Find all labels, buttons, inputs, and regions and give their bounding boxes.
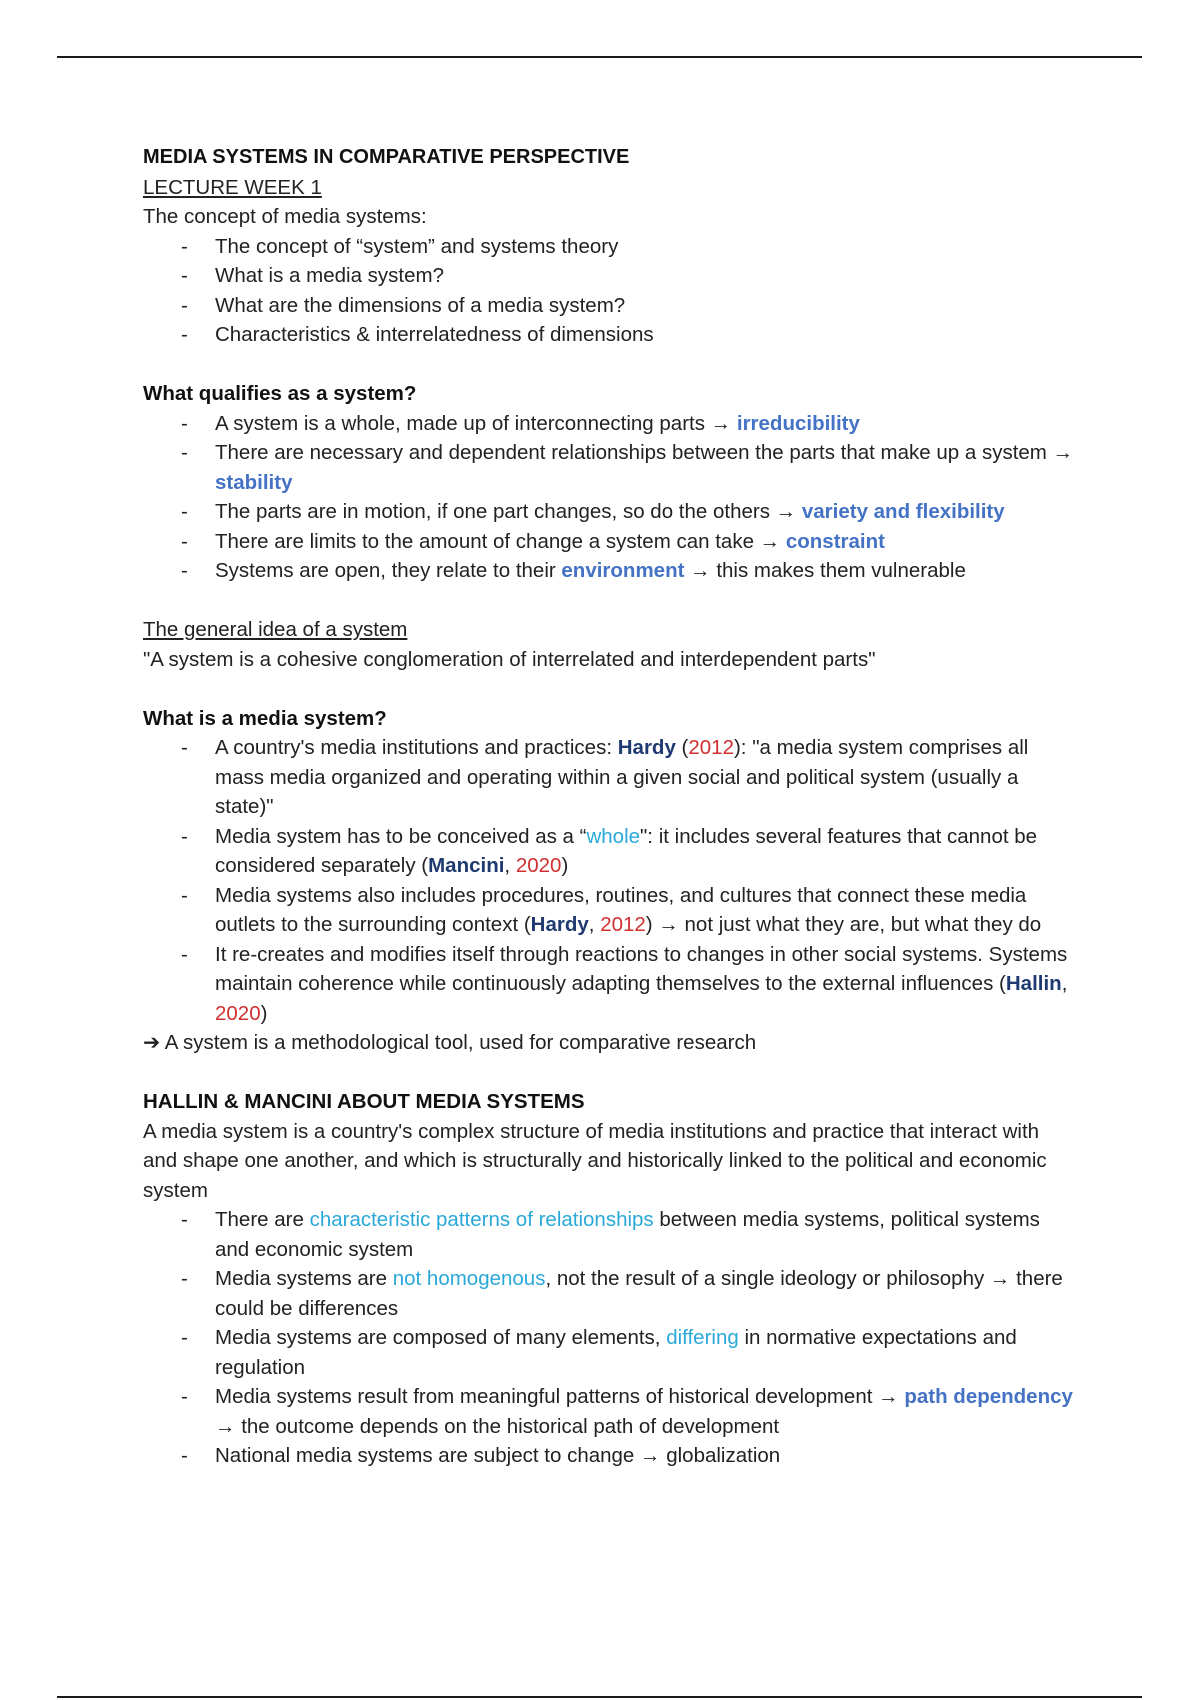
item-text: ( [675,736,689,759]
section-heading: HALLIN & MANCINI ABOUT MEDIA SYSTEMS [143,1090,585,1113]
keyword: path dependency [904,1385,1073,1408]
item-text: → the outcome depends on the historical path of development [215,1414,780,1438]
item-text: ) [561,854,569,877]
definition-paragraph: A media system is a country's complex structure of media institutions and practice that interact with and shape one another, and which is structurally and historically linked to the political and economic system [143,1119,1047,1202]
footer-rule [57,1696,1142,1698]
conclusion-line: ➔ A system is a methodological tool, used for comparative research [143,1031,757,1054]
item-text: Media systems are composed of many elements, [215,1326,667,1349]
keyword: not homogenous [392,1267,546,1290]
media-system-list [143,733,1078,1028]
author-citation: Hardy [530,913,589,936]
document-title: MEDIA SYSTEMS IN COMPARATIVE PERSPECTIVE [143,146,630,168]
item-text: Media system has to be conceived as a “ [215,824,587,848]
item-text: There are necessary and dependent relationships between the parts that make up a system → [215,441,1074,464]
keyword: environment [561,559,685,582]
list-item [143,1264,1078,1323]
item-text: ) → not just what they are, but what they do [645,913,1042,936]
item-text: A country's media institutions and practices: [215,736,618,759]
section-general-idea [143,615,1078,674]
qualifies-list [143,409,1078,586]
intro-list [143,232,1078,350]
keyword: characteristic patterns of relationships [309,1208,654,1231]
section-heading: What is a media system? [143,706,387,730]
year-citation: 2012 [688,736,734,759]
item-text: ": it includes several features that cannot be considered separately ( [215,824,1038,877]
definition-quote: "A system is a cohesive conglomeration of interrelated and interdependent parts" [143,647,876,671]
item-text: There are limits to the amount of change a system can take → [215,529,786,553]
list-item [143,409,1078,439]
list-item [143,733,1078,822]
year-citation: 2012 [600,913,646,936]
list-item [143,822,1078,881]
item-text: ) [260,1001,268,1025]
list-item [143,556,1078,586]
list-item [143,1205,1078,1264]
item-text: The parts are in motion, if one part changes, so do the others → [215,500,802,523]
item-text: , [1061,972,1068,995]
keyword: constraint [785,529,885,553]
lecture-week: LECTURE WEEK 1 [143,175,322,199]
list-item [143,940,1078,1029]
list-item [143,497,1078,527]
keyword: differing [666,1326,739,1349]
section-what-is-media-system [143,704,1078,1058]
author-citation: Hallin [1005,972,1062,995]
item-text: → this makes them vulnerable [684,559,966,582]
item-text: , not the result of a single ideology or philosophy → there could be differences [215,1267,1063,1320]
list-item: - Characteristics & interrelatedness of dimensions [143,320,1078,350]
list-item [143,1323,1078,1382]
year-citation: 2020 [215,1001,261,1025]
item-text: , [504,854,516,877]
list-item: - What are the dimensions of a media system? [143,291,1078,321]
item-text: , [588,913,601,936]
list-item [143,438,1078,497]
item-text: ): "a media system comprises all mass media organized and operating within a given social and political system (usually a state)" [215,736,1029,818]
item-text: It re-creates and modifies itself through reactions to changes in other social systems. Systems maintain coherence while continuously adapting themselves to the external influences ( [215,942,1068,995]
author-citation: Hardy [617,736,676,759]
author-citation: Mancini [428,854,505,877]
list-item [143,527,1078,557]
list-item: - What is a media system? [143,261,1078,291]
item-text: in normative expectations and regulation [215,1326,1017,1379]
list-item: - The concept of “system” and systems theory [143,232,1078,262]
section-heading: What qualifies as a system? [143,382,417,405]
year-citation: 2020 [515,854,562,877]
item-text: There are [215,1208,310,1231]
keyword: whole [586,824,641,848]
document-page [143,143,1078,1471]
keyword: irreducibility [736,411,860,435]
list-item [143,881,1078,940]
item-text: Media systems are [215,1267,393,1290]
keyword: stability [215,470,293,494]
intro-text: The concept of media systems: [143,205,427,228]
section-hallin-mancini [143,1087,1078,1471]
item-text: Media systems result from meaningful patterns of historical development → [215,1385,905,1408]
list-item [143,1382,1078,1441]
section-what-qualifies [143,379,1078,586]
section-heading: The general idea of a system [143,618,408,641]
list-item: - National media systems are subject to change → globalization [143,1441,1078,1471]
item-text: between media systems, political systems and economic system [215,1208,1040,1261]
item-text: Media systems also includes procedures, routines, and cultures that connect these media outlets to the surrounding context ( [215,883,1027,936]
item-text: Systems are open, they relate to their [215,559,562,582]
hallin-mancini-list [143,1205,1078,1471]
item-text: A system is a whole, made up of interconnecting parts → [215,411,737,435]
header-rule [57,56,1142,58]
keyword: variety and flexibility [801,500,1005,523]
